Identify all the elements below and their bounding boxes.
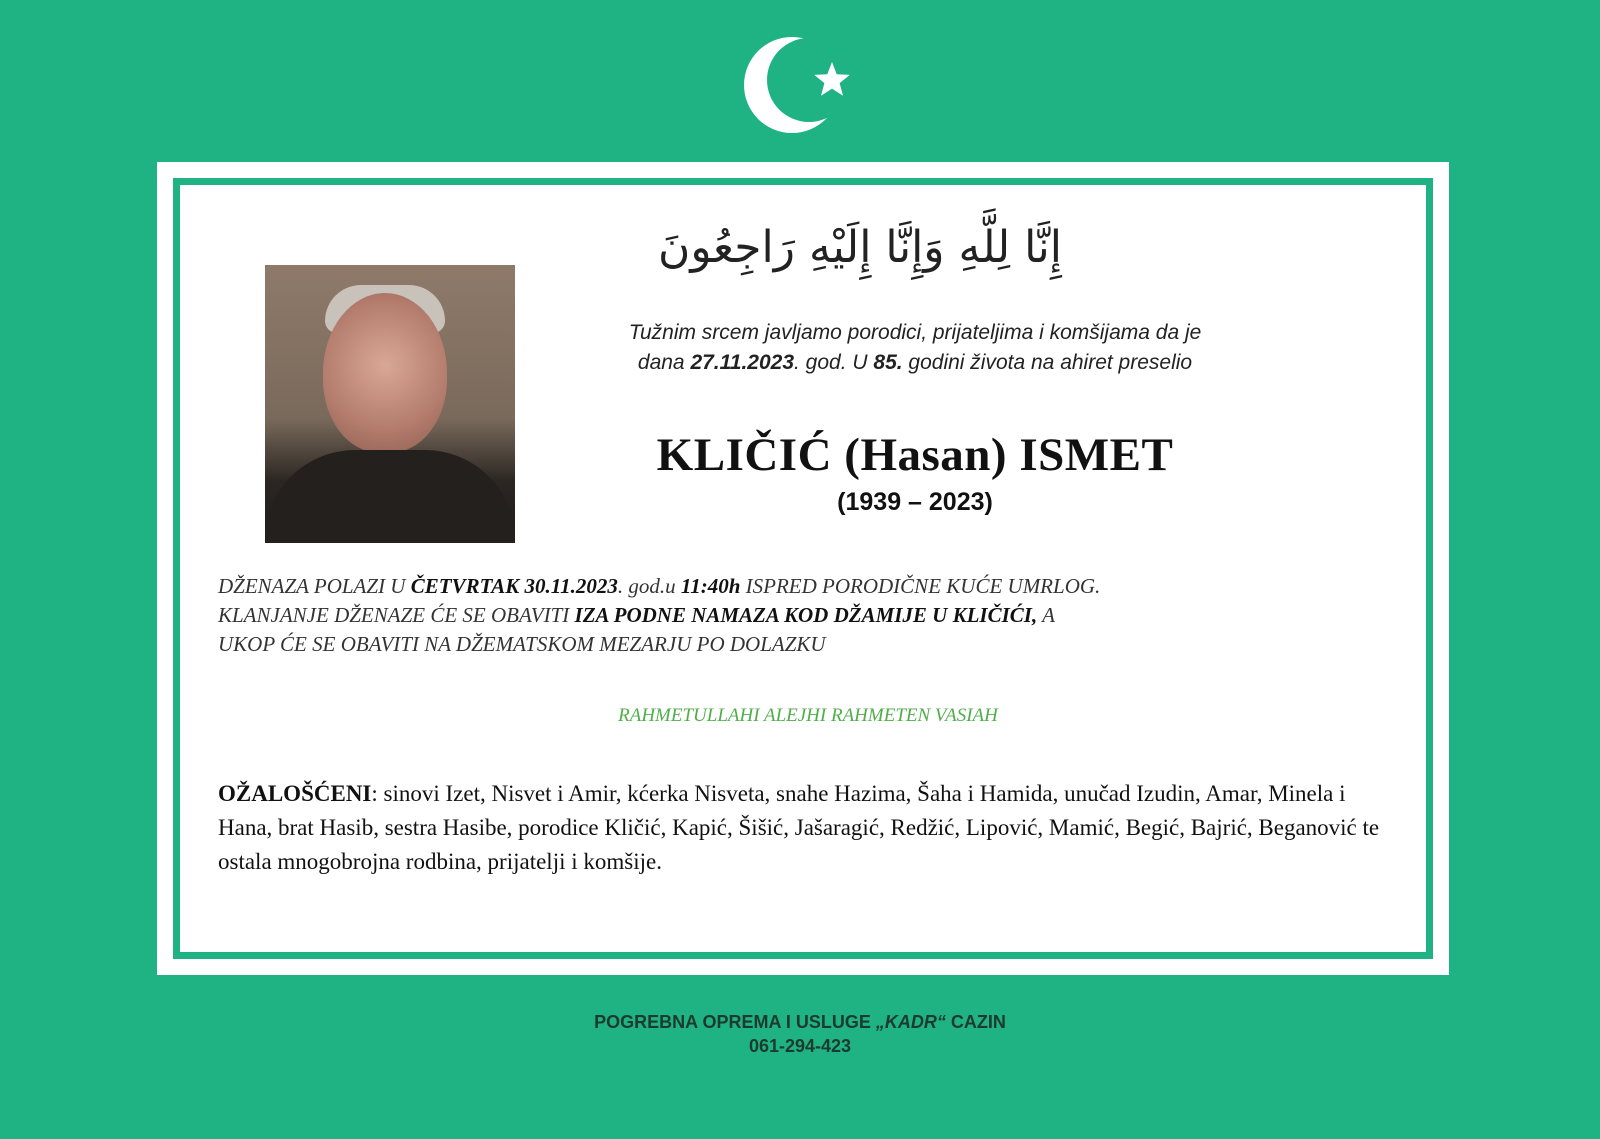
mourners-text: : sinovi Izet, Nisvet i Amir, kćerka Nisveta, snahe Hazima, Šaha i Hamida, unučad Izudin, Amar, Minela i Hana, brat Hasib, sestra Hasibe, porodice Kličić, Kapić, Šišić, Jašaragić, Redžić, Lipović, Mamić, Begić, Bajrić, Beganović te ostala mnogobrojna rodbina, prijatelji i komšije. [218, 781, 1380, 874]
funeral-line-3: UKOP ĆE SE OBAVITI NA DŽEMATSKOM MEZARJU PO DOLAZKU [218, 632, 826, 656]
death-date: 27.11.2023 [690, 351, 794, 374]
arabic-verse: إِنَّا لِلَّهِ وَإِنَّا إِلَيْهِ رَاجِعُونَ [658, 222, 1062, 273]
funeral-details [218, 572, 1398, 659]
life-years: (1939 – 2023) [837, 488, 993, 516]
crescent-star-icon [740, 30, 860, 140]
funeral-line-2: KLANJANJE DŽENAZE ĆE SE OBAVITI IZA PODNE NAMAZA KOD DŽAMIJE U KLIČIĆI, A [218, 603, 1055, 627]
company-phone: 061-294-423 [748, 1036, 852, 1056]
funeral-date: 30.11.2023 [524, 574, 618, 598]
announcement-intro [530, 318, 1300, 378]
funeral-service-footer [0, 1010, 1600, 1058]
deceased-photo [265, 265, 515, 543]
mourners-label: OŽALOŠĆENI [218, 781, 372, 806]
intro-line-1: Tužnim srcem javljamo porodici, prijateljima i komšijama da je [628, 321, 1202, 344]
prayer-line: RAHMETULLAHI ALEJHI RAHMETEN VASIAH [618, 705, 998, 726]
funeral-line-1: DŽENAZA POLAZI U ČETVRTAK 30.11.2023. god.u 11:40h ISPRED PORODIČNE KUĆE UMRLOG. [218, 574, 1101, 598]
intro-line-2: dana 27.11.2023. god. U 85. godini života na ahiret preselio [637, 351, 1193, 374]
deceased-name: KLIČIĆ (Hasan) ISMET [656, 429, 1174, 481]
funeral-time: 11:40h [680, 574, 741, 598]
company-brand: „KADR“ [875, 1012, 946, 1032]
mourners-list [218, 777, 1398, 879]
funeral-day: ČETVRTAK [410, 574, 520, 598]
age: 85. [873, 351, 903, 374]
prayer-location: IZA PODNE NAMAZA KOD DŽAMIJE U KLIČIĆI, [574, 603, 1038, 627]
company-name: POGREBNA OPREMA I USLUGE „KADR“ CAZIN [594, 1012, 1006, 1032]
